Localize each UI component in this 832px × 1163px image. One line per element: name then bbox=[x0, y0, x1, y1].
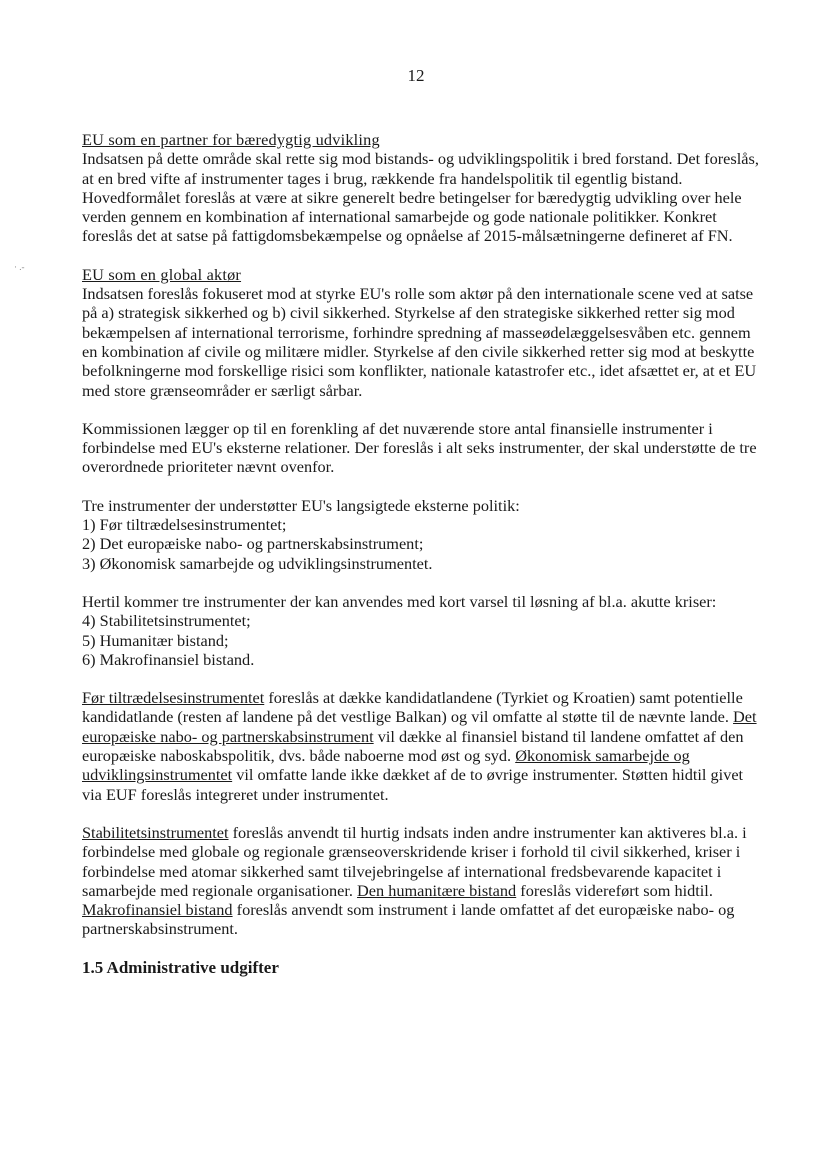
term-humanitarian: Den humanitære bistand bbox=[357, 880, 517, 900]
term-development: Økonomisk samarbejde og udviklingsinstrumentet bbox=[82, 746, 690, 785]
document-body bbox=[82, 130, 762, 977]
term-neighbourhood: Det europæiske nabo- og partnerskabsinstrument bbox=[82, 707, 757, 746]
list-item: 5) Humanitær bistand; bbox=[82, 630, 229, 650]
list-item: 6) Makrofinansiel bistand. bbox=[82, 649, 255, 669]
text-run: foreslås at dække kandidatlandene (Tyrkiet og Kroatien) samt potentielle kandidatlande (resten af landene på det vestlige Balkan) og vil omfatte al støtte til de nævnte lande. bbox=[82, 688, 743, 727]
term-stability: Stabilitetsinstrumentet bbox=[82, 822, 229, 842]
long-term-intro: Tre instrumenter der understøtter EU's langsigtede eksterne politik: bbox=[82, 495, 520, 515]
text-run: vil dække al finansiel bistand til landene omfattet af den europæiske naboskabspolitik, dvs. både naboerne mod øst og syd. bbox=[82, 726, 744, 766]
term-macro-financial: Makrofinansiel bistand bbox=[82, 900, 233, 920]
text-run: vil omfatte lande ikke dækket af de to øvrige instrumenter. Støtten hidtil givet via EUF foreslås integreret under instrumentet. bbox=[82, 765, 744, 804]
text-run: foreslås anvendt som instrument i lande omfattet af det europæiske nabo- og partnerskabsinstrument. bbox=[82, 900, 735, 939]
list-item: 1) Før tiltrædelsesinstrumentet; bbox=[82, 515, 287, 535]
text-run: foreslås videreført som hidtil. bbox=[516, 880, 713, 900]
term-pre-accession: Før tiltrædelsesinstrumentet bbox=[82, 688, 265, 708]
list-item: 2) Det europæiske nabo- og partnerskabsinstrument; bbox=[82, 534, 424, 554]
paragraph-partner: Indsatsen på dette område skal rette sig mod bistands- og udviklingspolitik i bred forstand. Det foreslås, at en bred vifte af instrumenter tages i brug, rækkende fra handelspolitik til egentlig bistand. Hovedformålet foreslås at være at sikre generelt bedre betingelser for bæredygtig udvikling over hele verden gennem en kombination af international samarbejde og gode nationale politikker. Konkret foreslås det at satse på fattigdomsbekæmpelse og opnåelse af 2015-målsætningerne defineret af FN. bbox=[82, 149, 759, 246]
page-number: 12 bbox=[407, 66, 425, 85]
short-term-intro: Hertil kommer tre instrumenter der kan anvendes med kort varsel til løsning af bl.a. akutte kriser: bbox=[82, 591, 717, 611]
paragraph-instruments-b bbox=[82, 823, 762, 939]
text-run: foreslås anvendt til hurtig indsats inden andre instrumenter kan aktiveres bl.a. i forbindelse med globale og regionale grænseoverskridende kriser i forhold til civil sikkerhed, kriser i forbindelse med atomar sikkerhed samt tilvejebringelse af international fredsbevarende kapacitet i samarbejde med regionale organisationer. bbox=[82, 822, 747, 900]
heading-partner: EU som en partner for bæredygtig udvikling bbox=[82, 130, 380, 149]
paragraph-commission: Kommissionen lægger op til en forenkling af det nuværende store antal finansielle instrumenter i forbindelse med EU's eksterne relationer. Der foreslås i alt seks instrumenter, der skal understøtte de tre overordnede prioriteter nævnt ovenfor. bbox=[82, 418, 757, 477]
list-item: 4) Stabilitetsinstrumentet; bbox=[82, 611, 251, 631]
paragraph-instruments-a bbox=[82, 688, 762, 804]
scan-mark: · .- bbox=[14, 262, 25, 272]
heading-administrative: 1.5 Administrative udgifter bbox=[82, 957, 279, 977]
paragraph-global: Indsatsen foreslås fokuseret mod at styrke EU's rolle som aktør på den internationale scene ved at satse på a) strategisk sikkerhed og b) civil sikkerhed. Styrkelse af den strategiske sikkerhed retter sig mod bekæmpelsen af international terrorisme, forhindre spredning af masseødelæggelsesvåben etc. gennem en kombination af civile og militære midler. Styrkelse af den civile sikkerhed retter sig mod at beskytte befolkningerne mod forskellige risici som konflikter, nationale katastrofer etc., idet afsættet er, at et EU med store grænseområder er særligt sårbar. bbox=[82, 284, 757, 400]
heading-global: EU som en global aktør bbox=[82, 264, 242, 284]
list-item: 3) Økonomisk samarbejde og udviklingsinstrumentet. bbox=[82, 553, 433, 573]
